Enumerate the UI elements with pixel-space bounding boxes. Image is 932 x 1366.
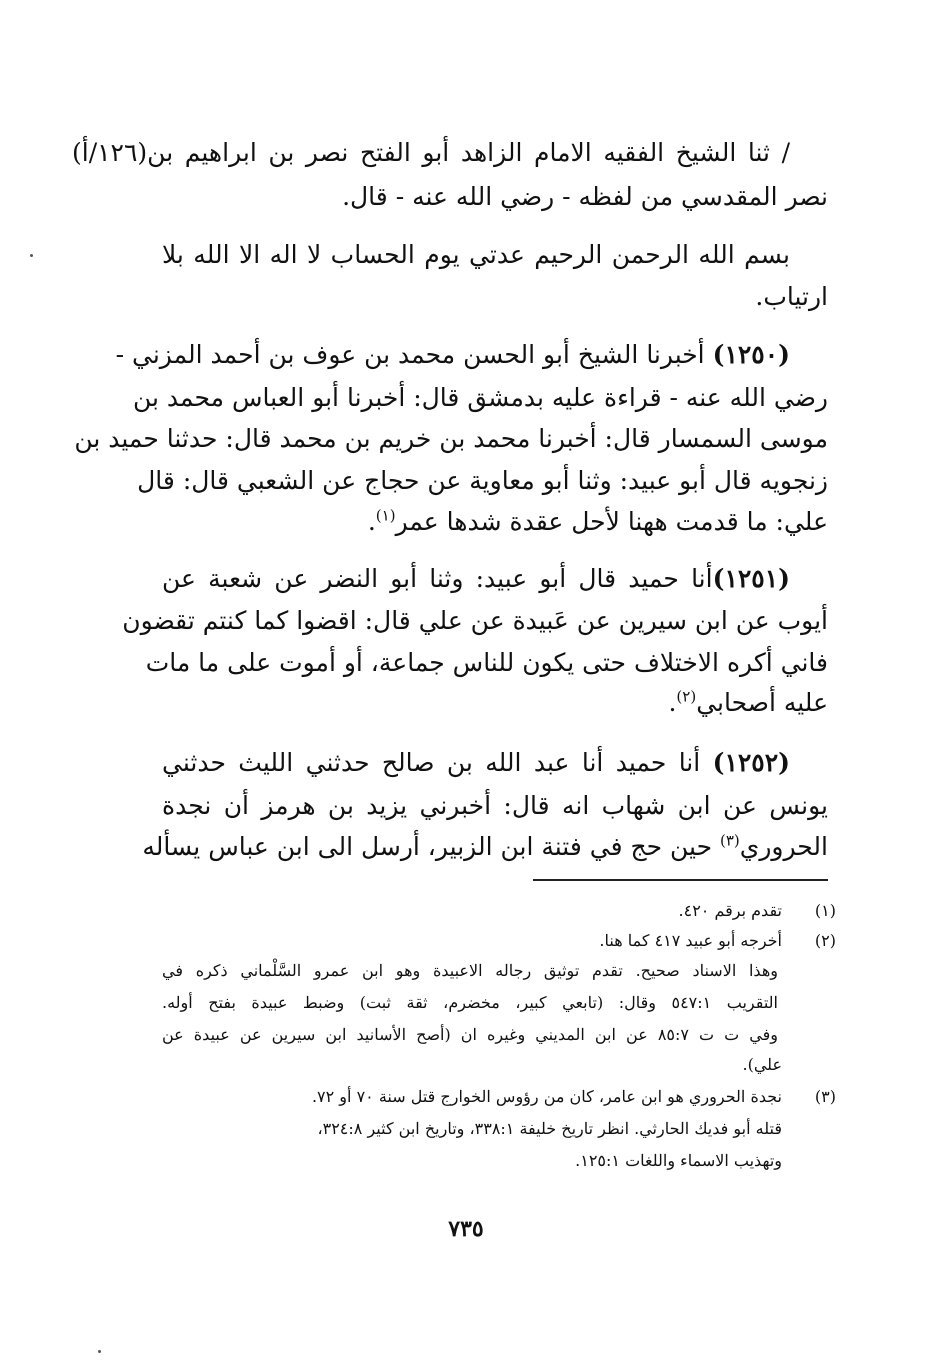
hadith-1251-line-4: عليه أصحابي$^{(٢)}$. (668, 687, 828, 717)
hadith-1250-line-4: زنجويه قال أبو عبيد: وثنا أبو معاوية عن حجاج عن الشعبي قال: قال (137, 466, 828, 495)
hadith-number: (١٢٥٠) (712, 340, 790, 369)
footnote-ref-1: (١) (375, 506, 396, 525)
footnote-3-mark: (٣) (814, 1087, 836, 1106)
hadith-1252-line-3: الحروري$^{(٣)}$ حين حج في فتنة ابن الزبير، أرسل الى ابن عباس يسأله (142, 831, 828, 861)
hadith-1252-line-2: يونس عن ابن شهاب انه قال: أخبرني يزيد بن هرمز أن نجدة (162, 791, 828, 820)
hadith-1250-line-3: موسى السمسار قال: أخبرنا محمد بن خريم بن محمد قال: حدثنا حميد بن (74, 424, 828, 453)
page-number: ٧٣٥ (448, 1216, 484, 1242)
hadith-1251-line-2: أيوب عن ابن سيرين عن عَبيدة عن علي قال: اقضوا كما كنتم تقضون (122, 606, 828, 635)
footnote-3-line-1: نجدة الحروري هو ابن عامر، كان من رؤوس الخوارج قتل سنة ٧٠ أو ٧٢. (311, 1087, 782, 1106)
footnote-3-line-3: وتهذيب الاسماء واللغات ١٢٥:١. (575, 1151, 782, 1170)
footnote-divider (533, 879, 828, 881)
basmala-line-1: بسم الله الرحمن الرحيم عدتي يوم الحساب لا اله الا الله بلا (162, 240, 790, 269)
footnote-2-line-4: وفي ت ت ٨٥:٧ عن ابن المديني وغيره ان (أصح الأسانيد ابن سيرين عن عبيدة عن (162, 1025, 779, 1044)
footnote-2-line-2: وهذا الاسناد صحيح. تقدم توثيق رجاله الاعبيدة وهو ابن عمرو السَّلْماني ذكره في (162, 961, 778, 980)
footnote-2-line-1: أخرجه أبو عبيد ٤١٧ كما هنا. (599, 931, 782, 950)
scan-speck (30, 254, 33, 257)
footnote-ref-2: (٢) (676, 687, 697, 706)
footnote-2-mark: (٢) (814, 931, 836, 950)
hadith-1251-line-3: فاني أكره الاختلاف حتى يكون للناس جماعة، أو أموت على ما مات (145, 648, 828, 677)
hadith-1251-line-1: (١٢٥١)أنا حميد قال أبو عبيد: وثنا أبو النضر عن شعبة عن (162, 564, 790, 593)
footnote-1-mark: (١) (814, 901, 836, 920)
scan-speck (98, 1350, 101, 1353)
hadith-1250-line-5: علي: ما قدمت ههنا لأحل عقدة شدها عمر$^{(١)}$. (367, 506, 828, 536)
footnote-2-line-3: التقريب ٥٤٧:١ وقال: (تابعي كبير، مخضرم، ثقة ثبت) وضبط عبيدة بفتح أوله. (162, 993, 778, 1012)
hadith-1250-line-2: رضي الله عنه - قراءة عليه بدمشق قال: أخبرنا أبو العباس محمد بن (132, 383, 828, 412)
footnote-ref-3: (٣) (720, 831, 740, 850)
intro-line-2: نصر المقدسي من لفظه - رضي الله عنه - قال. (342, 182, 828, 211)
intro-line-1: / ثنا الشيخ الفقيه الامام الزاهد أبو الفتح نصر بن ابراهيم بن(١٢٦/أ) (72, 138, 790, 167)
hadith-1252-line-1: (١٢٥٢) أنا حميد أنا عبد الله بن صالح حدثني الليث حدثني (162, 748, 790, 777)
hadith-number: (١٢٥١) (712, 564, 790, 593)
footnote-2-line-5: علي). (742, 1055, 782, 1074)
footnote-3-line-2: قتله أبو فديك الحارثي. انظر تاريخ خليفة ٣٣٨:١، وتاريخ ابن كثير ٣٢٤:٨، (317, 1119, 782, 1138)
basmala-line-2: ارتياب. (755, 282, 828, 311)
hadith-1250-line-1: (١٢٥٠) أخبرنا الشيخ أبو الحسن محمد بن عوف بن أحمد المزني - (115, 340, 790, 369)
hadith-number: (١٢٥٢) (712, 748, 790, 777)
footnote-1-line-1: تقدم برقم ٤٢٠. (678, 901, 782, 920)
